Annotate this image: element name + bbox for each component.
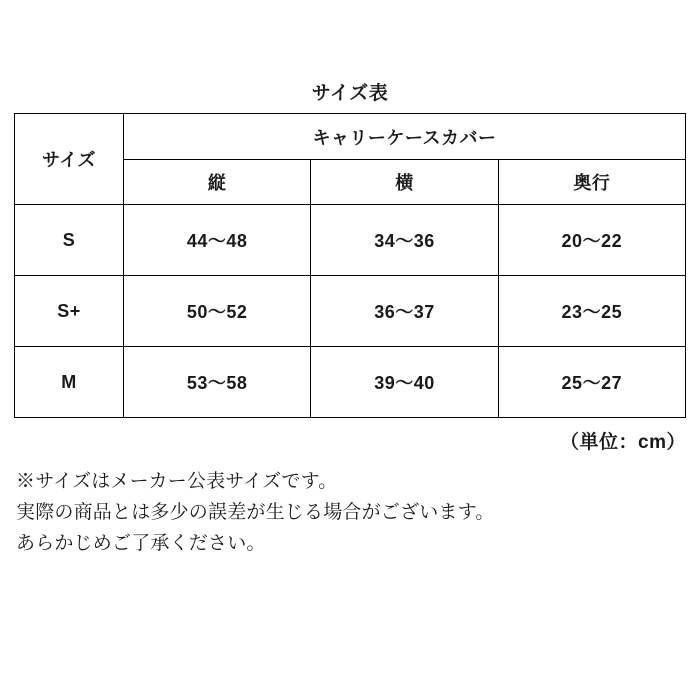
note-line-1: ※サイズはメーカー公表サイズです。 xyxy=(16,471,338,492)
cell-depth: 25〜27 xyxy=(498,347,685,418)
cell-width: 39〜40 xyxy=(311,347,498,418)
table-row xyxy=(15,347,686,418)
table-row xyxy=(15,276,686,347)
page-title: サイズ表 xyxy=(311,83,389,104)
row-size-label: S xyxy=(15,205,124,276)
row-size-label: S+ xyxy=(15,276,124,347)
cell-height: 44〜48 xyxy=(124,205,311,276)
header-size-label: サイズ xyxy=(15,114,124,205)
header-dim-depth: 奥行 xyxy=(498,160,685,205)
header-dim-width: 横 xyxy=(311,160,498,205)
cell-depth: 23〜25 xyxy=(498,276,685,347)
row-size-label: M xyxy=(15,347,124,418)
table-header-group-row xyxy=(15,114,686,160)
cell-height: 50〜52 xyxy=(124,276,311,347)
cell-width: 34〜36 xyxy=(311,205,498,276)
header-cover-label: キャリーケースカバー xyxy=(124,114,686,160)
notes-block xyxy=(16,466,686,559)
size-table xyxy=(14,113,686,418)
note-line-2: 実際の商品とは多少の誤差が生じる場合がございます。 xyxy=(16,502,495,523)
cell-depth: 20〜22 xyxy=(498,205,685,276)
header-dim-height: 縦 xyxy=(124,160,311,205)
cell-height: 53〜58 xyxy=(124,347,311,418)
note-line-3: あらかじめご了承ください。 xyxy=(16,533,266,554)
cell-width: 36〜37 xyxy=(311,276,498,347)
unit-note: （単位：cm） xyxy=(560,432,686,453)
table-row xyxy=(15,205,686,276)
